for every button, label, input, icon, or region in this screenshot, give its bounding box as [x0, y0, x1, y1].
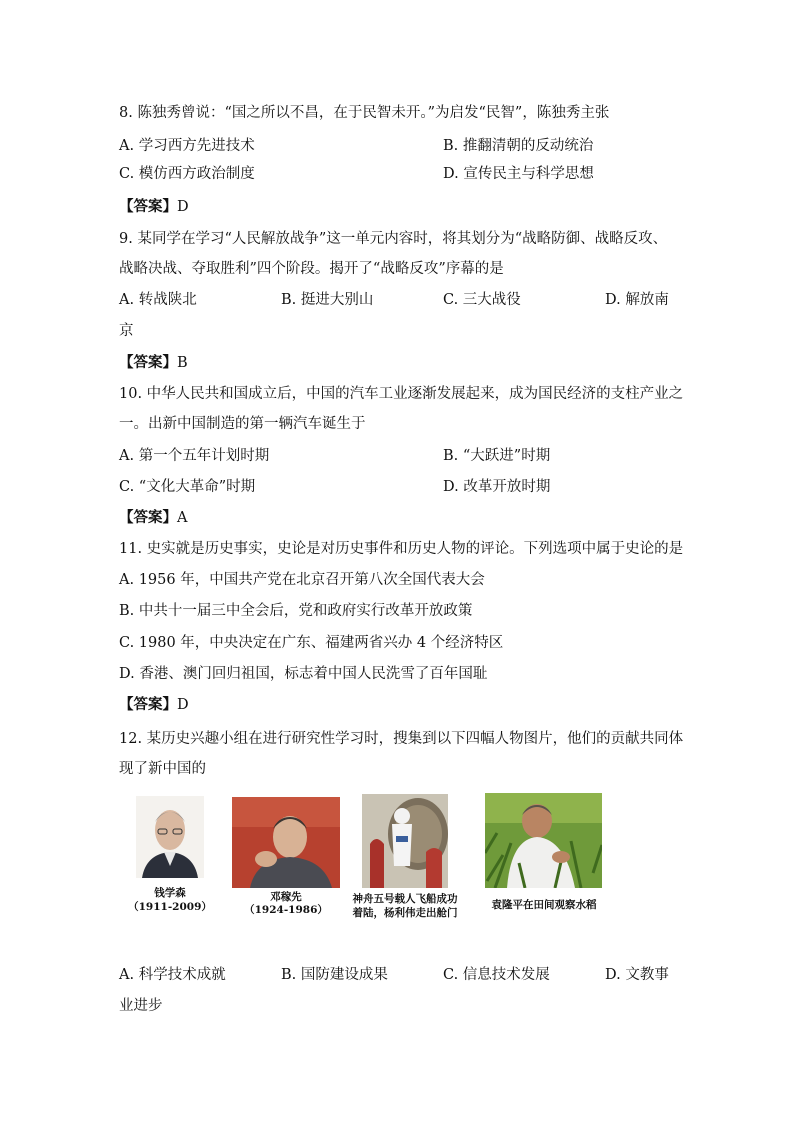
q10-option-a[interactable]: A. 第一个五年计划时期 — [119, 448, 270, 464]
rice-field-illustration — [485, 793, 602, 888]
q9-option-a[interactable]: A. 转战陕北 — [119, 292, 197, 308]
q11-option-a[interactable]: A. 1956 年，中国共产党在北京召开第八次全国代表大会 — [119, 572, 485, 588]
q9-option-b[interactable]: B. 挺进大别山 — [281, 292, 374, 308]
yuan-longping-photo — [485, 793, 602, 888]
deng-caption-name: 邓稼先 — [270, 891, 302, 903]
q8-option-c[interactable]: C. 模仿西方政治制度 — [119, 166, 255, 182]
q8-option-d[interactable]: D. 宣传民主与科学思想 — [443, 166, 594, 182]
q12-option-b[interactable]: B. 国防建设成果 — [281, 967, 388, 983]
q12-option-d[interactable]: D. 文教事 — [605, 967, 669, 983]
q10-option-b[interactable]: B. “大跃进”时期 — [443, 448, 551, 464]
q12-option-a[interactable]: A. 科学技术成就 — [119, 967, 226, 983]
q11-answer — [119, 695, 189, 715]
q12-stem-line1: 12. 某历史兴趣小组在进行研究性学习时，搜集到以下四幅人物图片，他们的贡献共同体 — [119, 731, 684, 747]
qian-caption-name: 钱学森 — [154, 887, 186, 899]
answer-label: 【答案】 — [119, 509, 177, 526]
portrait-illustration — [232, 797, 340, 888]
q8-answer — [119, 197, 189, 217]
q9-stem-line2: 战略决战、夺取胜利”四个阶段。揭开了“战略反攻”序幕的是 — [119, 261, 504, 277]
answer-value: D — [177, 199, 189, 215]
q8-stem: 8. 陈独秀曾说：“国之所以不昌，在于民智未开。”为启发“民智”，陈独秀主张 — [119, 105, 610, 121]
answer-label: 【答案】 — [119, 198, 177, 215]
deng-jiaxian-photo — [232, 797, 340, 888]
yuan-caption: 袁隆平在田间观察水稻 — [491, 899, 597, 911]
q10-answer — [119, 508, 187, 528]
q8-option-b[interactable]: B. 推翻清朝的反动统治 — [443, 138, 594, 154]
portrait-illustration — [136, 796, 204, 878]
q12-option-c[interactable]: C. 信息技术发展 — [443, 967, 550, 983]
q11-option-b[interactable]: B. 中共十一届三中全会后，党和政府实行改革开放政策 — [119, 603, 473, 619]
q8-option-a[interactable]: A. 学习西方先进技术 — [119, 138, 255, 154]
shenzhou-caption-line2: 着陆，杨利伟走出舱门 — [352, 907, 458, 919]
qian-xuesen-photo — [136, 796, 204, 878]
spacecraft-illustration — [362, 794, 448, 888]
q10-stem-line1: 10. 中华人民共和国成立后，中国的汽车工业逐渐发展起来，成为国民经济的支柱产业之 — [119, 386, 684, 402]
shenzhou-caption-line1: 神舟五号载人飞船成功 — [352, 893, 458, 905]
qian-caption-years: （1911-2009） — [128, 901, 212, 913]
answer-value: D — [177, 697, 189, 713]
q12-option-d-wrap: 业进步 — [119, 998, 163, 1014]
q11-stem: 11. 史实就是历史事实，史论是对历史事件和历史人物的评论。下列选项中属于史论的是 — [119, 541, 684, 557]
answer-label: 【答案】 — [119, 696, 177, 713]
answer-value: A — [177, 510, 188, 526]
shenzhou-5-photo — [362, 794, 448, 888]
q12-stem-line2: 现了新中国的 — [119, 761, 206, 777]
q10-option-c[interactable]: C. “文化大革命”时期 — [119, 479, 256, 495]
q9-answer — [119, 353, 188, 373]
q10-option-d[interactable]: D. 改革开放时期 — [443, 479, 551, 495]
q9-option-d-wrap: 京 — [119, 323, 134, 339]
answer-value: B — [177, 355, 188, 371]
q9-stem-line1: 9. 某同学在学习“人民解放战争”这一单元内容时，将其划分为“战略防御、战略反攻、 — [119, 231, 668, 247]
q9-option-d[interactable]: D. 解放南 — [605, 292, 669, 308]
answer-label: 【答案】 — [119, 354, 177, 371]
q10-stem-line2: 一。出新中国制造的第一辆汽车诞生于 — [119, 416, 366, 432]
deng-caption-years: （1924-1986） — [244, 904, 328, 916]
q11-option-d[interactable]: D. 香港、澳门回归祖国，标志着中国人民洗雪了百年国耻 — [119, 666, 488, 682]
q9-option-c[interactable]: C. 三大战役 — [443, 292, 521, 308]
q11-option-c[interactable]: C. 1980 年，中央决定在广东、福建两省兴办 4 个经济特区 — [119, 635, 504, 651]
